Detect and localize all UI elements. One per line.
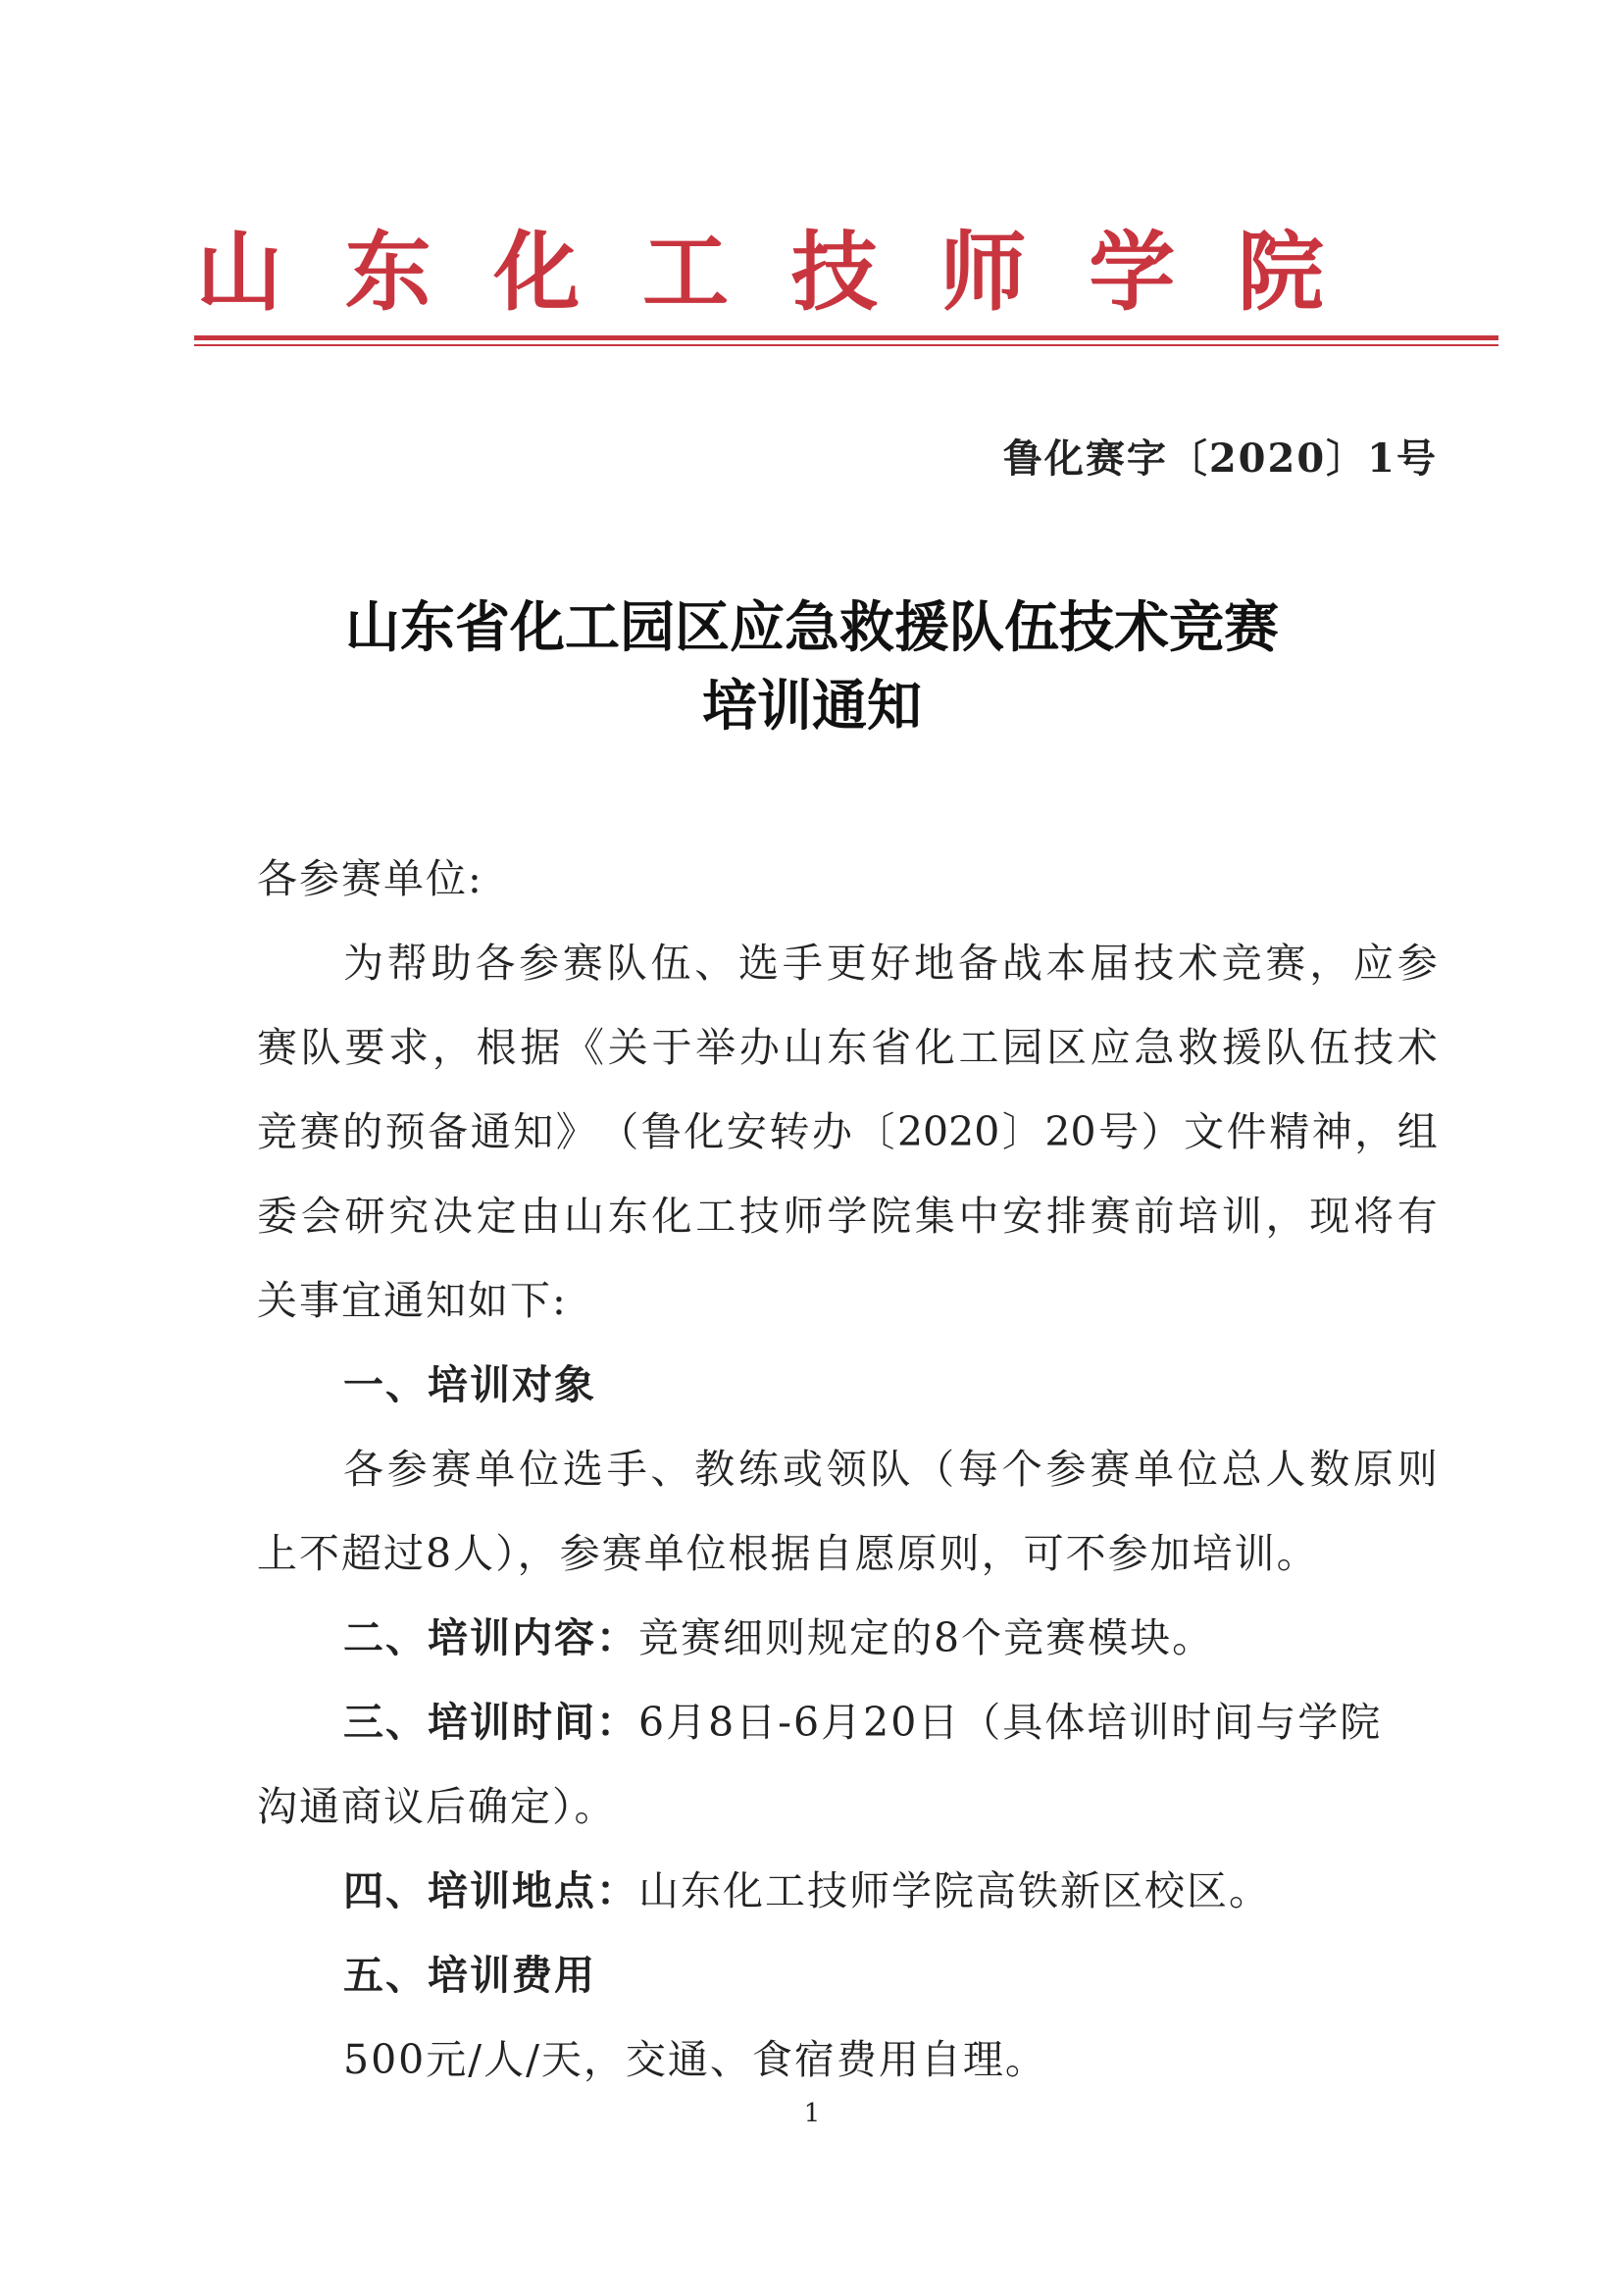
glyph: 《 <box>564 1024 605 1071</box>
glyph: ） <box>1141 1108 1182 1155</box>
glyph: 教 <box>694 1446 736 1493</box>
letterhead-char: 院 <box>1237 221 1324 323</box>
glyph: 赛 <box>1090 1446 1131 1493</box>
glyph: 技 <box>738 1193 780 1240</box>
glyph: 决 <box>431 1193 473 1240</box>
glyph: 委 <box>257 1193 297 1240</box>
intro-paragraph-line <box>257 1018 1438 1077</box>
glyph: 的 <box>342 1108 383 1155</box>
glyph: 举 <box>695 1024 736 1071</box>
glyph: 化 <box>914 1024 955 1071</box>
glyph: 20 <box>1044 1108 1096 1155</box>
glyph: 省 <box>871 1024 912 1071</box>
section-3-heading: 三、培训时间： <box>343 1699 638 1746</box>
glyph: 备 <box>957 940 998 987</box>
glyph: 战 <box>1001 940 1042 987</box>
glyph: 数 <box>1309 1446 1350 1493</box>
glyph: 助 <box>431 940 472 987</box>
glyph: 手 <box>606 1446 647 1493</box>
glyph: 学 <box>827 1193 868 1240</box>
glyph: 各 <box>343 1446 383 1493</box>
glyph: （ <box>914 1446 955 1493</box>
glyph: 队 <box>300 1024 341 1071</box>
intro-paragraph-line <box>343 934 1438 993</box>
letterhead-char: 化 <box>493 221 581 323</box>
glyph: 参 <box>386 1446 428 1493</box>
letterhead-char: 技 <box>790 221 878 323</box>
glyph: 位 <box>1177 1446 1218 1493</box>
glyph: 培 <box>1178 1193 1219 1240</box>
glyph: 训 <box>1221 1193 1262 1240</box>
letterhead-char: 工 <box>642 221 730 323</box>
glyph: 东 <box>607 1193 648 1240</box>
glyph: 救 <box>1178 1024 1219 1071</box>
section-4-heading: 四、培训地点： <box>343 1867 638 1914</box>
glyph: 人 <box>1265 1446 1306 1493</box>
glyph: 〔 <box>854 1108 895 1155</box>
letterhead-char: 山 <box>196 221 283 323</box>
document-title-line-2: 培训通知 <box>702 674 922 739</box>
glyph: 参 <box>519 940 560 987</box>
glyph: 赛 <box>431 1446 472 1493</box>
glyph: 化 <box>684 1108 725 1155</box>
section-1-text-line <box>343 1440 1438 1499</box>
glyph: 竞 <box>1221 940 1262 987</box>
glyph: 位 <box>519 1446 560 1493</box>
letterhead-divider-thick <box>194 335 1498 340</box>
glyph: 现 <box>1309 1193 1350 1240</box>
glyph: 东 <box>827 1024 868 1071</box>
glyph: 竞 <box>257 1108 297 1155</box>
letterhead-divider-thin <box>194 344 1498 346</box>
intro-paragraph-line <box>257 1187 1438 1246</box>
org-letterhead-title <box>196 218 1324 326</box>
glyph: 应 <box>1352 940 1394 987</box>
glyph: 更 <box>826 940 867 987</box>
glyph: 文 <box>1184 1108 1225 1155</box>
letterhead-char: 学 <box>1089 221 1176 323</box>
glyph: 有 <box>1396 1193 1438 1240</box>
section-2-heading: 二、培训内容： <box>343 1614 638 1661</box>
glyph: 、 <box>694 940 736 987</box>
document-number: 鲁化赛字〔2020〕1号 <box>1002 435 1438 482</box>
glyph: 赛 <box>1265 940 1306 987</box>
glyph: 应 <box>1090 1024 1131 1071</box>
section-2-row <box>343 1608 1214 1667</box>
glyph: 手 <box>782 940 823 987</box>
glyph: 师 <box>783 1193 824 1240</box>
glyph: 中 <box>958 1193 999 1240</box>
glyph: 〕 <box>1001 1108 1042 1155</box>
glyph: （ <box>598 1108 639 1155</box>
salutation: 各参赛单位: <box>257 855 483 902</box>
glyph: 神 <box>1311 1108 1352 1155</box>
glyph: 急 <box>1134 1024 1175 1071</box>
glyph: 届 <box>1090 940 1131 987</box>
glyph: 排 <box>1045 1193 1087 1240</box>
glyph: 队 <box>1265 1024 1306 1071</box>
intro-paragraph-line: 关事宜通知如下: <box>257 1277 568 1324</box>
glyph: 备 <box>428 1108 469 1155</box>
glyph: 伍 <box>1309 1024 1350 1071</box>
glyph: 赛 <box>1090 1193 1131 1240</box>
glyph: 好 <box>870 940 911 987</box>
section-2-text: 竞赛细则规定的8个竞赛模块。 <box>638 1614 1215 1661</box>
section-5-heading: 五、培训费用 <box>343 1952 596 1999</box>
glyph: 究 <box>388 1193 430 1240</box>
intro-paragraph-line <box>257 1102 1438 1161</box>
glyph: 组 <box>1396 1108 1438 1155</box>
glyph: 参 <box>1396 940 1438 987</box>
glyph: 园 <box>1002 1024 1043 1071</box>
glyph: 或 <box>782 1446 823 1493</box>
glyph: 队 <box>606 940 647 987</box>
glyph: 技 <box>1352 1024 1394 1071</box>
glyph: 术 <box>1396 1024 1438 1071</box>
glyph: 则 <box>1396 1446 1438 1493</box>
glyph: 地 <box>914 940 955 987</box>
glyph: 选 <box>562 1446 603 1493</box>
glyph: 号 <box>1098 1108 1140 1155</box>
glyph: 鲁 <box>640 1108 682 1155</box>
glyph: 伍 <box>650 940 691 987</box>
glyph: 定 <box>476 1193 517 1240</box>
glyph: 院 <box>871 1193 912 1240</box>
glyph: 办 <box>811 1108 852 1155</box>
document-title-line-1: 山东省化工园区应急救援队伍技术竞赛 <box>345 595 1279 660</box>
glyph: 化 <box>651 1193 692 1240</box>
glyph: 区 <box>1045 1024 1087 1071</box>
glyph: 为 <box>343 940 383 987</box>
section-3-row <box>343 1693 1382 1752</box>
glyph: 每 <box>957 1446 998 1493</box>
glyph: 赛 <box>562 940 603 987</box>
glyph: 会 <box>300 1193 341 1240</box>
glyph: 根 <box>476 1024 517 1071</box>
glyph: 队 <box>870 1446 911 1493</box>
glyph: 各 <box>475 940 516 987</box>
glyph: 集 <box>914 1193 955 1240</box>
glyph: 安 <box>1002 1193 1043 1240</box>
glyph: 选 <box>738 940 780 987</box>
glyph: 赛 <box>299 1108 340 1155</box>
glyph: 安 <box>726 1108 767 1155</box>
section-4-row <box>343 1861 1271 1920</box>
glyph: 单 <box>475 1446 516 1493</box>
glyph: 技 <box>1134 940 1175 987</box>
glyph: 要 <box>344 1024 385 1071</box>
glyph: 研 <box>344 1193 385 1240</box>
glyph: ， <box>1354 1108 1396 1155</box>
glyph: 》 <box>555 1108 596 1155</box>
section-3-text-line: 沟通商议后确定）。 <box>257 1783 617 1830</box>
glyph: 于 <box>651 1024 692 1071</box>
glyph: 工 <box>958 1024 999 1071</box>
glyph: 关 <box>607 1024 648 1071</box>
glyph: 本 <box>1045 940 1087 987</box>
glyph: 术 <box>1177 940 1218 987</box>
glyph: ， <box>1265 1193 1306 1240</box>
glyph: 、 <box>650 1446 691 1493</box>
glyph: ， <box>1309 940 1350 987</box>
glyph: 帮 <box>386 940 428 987</box>
section-1-heading: 一、培训对象 <box>343 1361 596 1408</box>
glyph: 参 <box>1045 1446 1087 1493</box>
glyph: 2020 <box>896 1108 1000 1155</box>
glyph: 转 <box>769 1108 810 1155</box>
section-5-text: 500元/人/天，交通、食宿费用自理。 <box>343 2036 1047 2083</box>
glyph: 据 <box>520 1024 561 1071</box>
glyph: 山 <box>783 1024 824 1071</box>
letterhead-char: 东 <box>344 221 431 323</box>
glyph: 单 <box>1134 1446 1175 1493</box>
glyph: 练 <box>738 1446 780 1493</box>
letterhead-char: 师 <box>939 221 1027 323</box>
section-3-text: 6月8日-6月20日（具体培训时间与学院 <box>638 1699 1383 1746</box>
section-1-text-line: 上不超过8人），参赛单位根据自愿原则，可不参加培训。 <box>257 1530 1319 1577</box>
glyph: 精 <box>1269 1108 1310 1155</box>
glyph: 原 <box>1352 1446 1394 1493</box>
glyph: 求 <box>388 1024 430 1071</box>
glyph: 工 <box>695 1193 736 1240</box>
glyph: 个 <box>1001 1446 1042 1493</box>
glyph: 总 <box>1221 1446 1262 1493</box>
glyph: 前 <box>1134 1193 1175 1240</box>
glyph: 援 <box>1221 1024 1262 1071</box>
glyph: 将 <box>1352 1193 1394 1240</box>
glyph: 赛 <box>257 1024 297 1071</box>
glyph: 通 <box>470 1108 511 1155</box>
glyph: 知 <box>513 1108 554 1155</box>
glyph: ， <box>431 1024 473 1071</box>
glyph: 件 <box>1226 1108 1267 1155</box>
glyph: 办 <box>738 1024 780 1071</box>
section-4-text: 山东化工技师学院高铁新区校区。 <box>638 1867 1271 1914</box>
glyph: 山 <box>564 1193 605 1240</box>
glyph: 由 <box>520 1193 561 1240</box>
glyph: 预 <box>384 1108 426 1155</box>
page-number: 1 <box>803 2099 821 2128</box>
glyph: 领 <box>826 1446 867 1493</box>
